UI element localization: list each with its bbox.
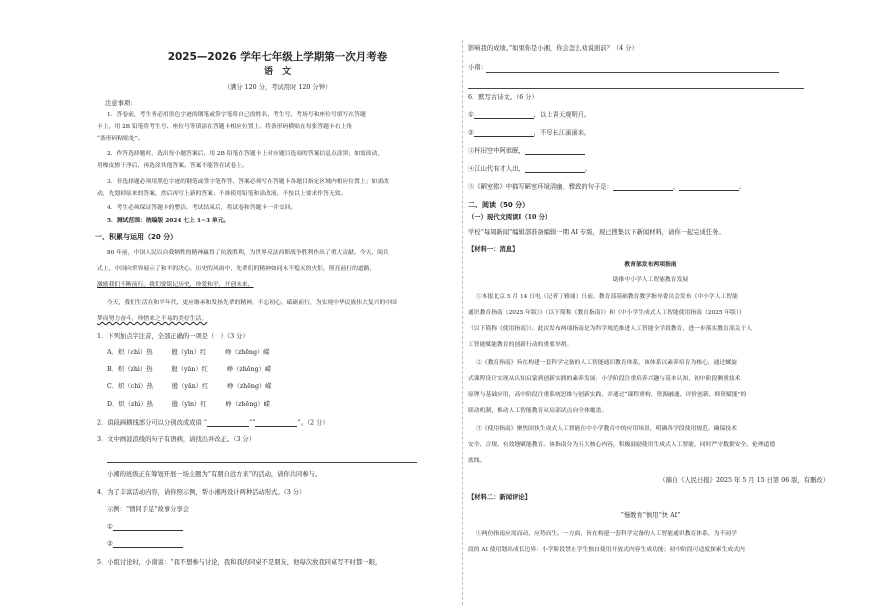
- notice-line: 2．作答选择题时，选出每小题答案后，用 2B 铅笔在答题卡上对应题目选项的答案信息点涂黑；如需改动，: [107, 151, 384, 157]
- material-2-line: ①两份指南应需而动、应势而生。一方面，旨在构建一套科学完备的人工智能通识教育体系，为不同学: [476, 531, 737, 537]
- material-1-line: 工智能赋能教育的创新行动的重要举措。: [468, 342, 573, 348]
- notice-line: “条形码粘贴处”。: [97, 136, 144, 142]
- q1-option-b: B．炽（zhì）热 殷（yān）红 峥（zhēng）嵘: [107, 366, 272, 373]
- notice-line: 5．测试范围：统编版 2024 七上 1~3 单元。: [107, 218, 230, 224]
- q4-blank-2[interactable]: [113, 541, 183, 548]
- q6-blank-3[interactable]: [525, 148, 585, 155]
- q6-blank-2[interactable]: [474, 130, 534, 137]
- material-1-line: ①本报北京 5 月 14 日电（记者丁雅诵）日前，教育部基础教育教学指导委员会发布《中小学人工智能: [476, 294, 738, 300]
- question-2-tail: 。（2 分）: [300, 419, 329, 427]
- question-6: 6．默写古诗文。（6 分）: [468, 94, 538, 101]
- material-1-label: 【材料一：消息】: [468, 246, 519, 253]
- question-2-text: 2．语段画横线部分可以分别改成成语: [97, 419, 202, 427]
- subsection-1: （一）现代文阅读Ⅰ（10 分）: [468, 214, 552, 221]
- passage-line: 梦而努力奋斗，珍惜来之不易的美好生活。: [97, 316, 208, 322]
- material-1-line: （以下简称《使用指南》）。此次发布两项指南是为科学规范推进人工智能全学段教育，进一步落实教育部关于人: [468, 326, 753, 332]
- exam-title: 2025—2026 学年七年级上学期第一次月考卷: [167, 51, 388, 63]
- q4-answer-1[interactable]: ①: [107, 524, 183, 531]
- q6-line-2: ② ，不尽长江滚滚来。: [468, 129, 591, 137]
- activity-intro: 小湘的班级正在筹划开展一场主题为“有朋自远方来”的活动，请你共同参与。: [107, 471, 322, 478]
- material-1-line: ③《使用指南》聚焦固执生成式人工智能在中小学教育中的应用场景，明确各学段使用规范，确保技术: [476, 426, 737, 432]
- question-5: 5．小组讨论时，小南说：“我不想参与讨论，我和我的同桌不是朋友，他每次放我同桌写不时都一眼，: [97, 559, 382, 566]
- material-2-label: 【材料二：新闻评论】: [468, 494, 531, 501]
- material-1-source: （摘自《人民日报》2025 年 5 月 15 日第 06 版，有删改）: [659, 477, 829, 484]
- score-note: （满分 120 分，考试用时 120 分钟）: [223, 84, 332, 91]
- notice-line: 3．非选择题必须用黑色字迹的钢笔或签字笔作答，答案必须写在答题卡各题目指定区域内相应位置上；如需改: [107, 179, 389, 185]
- q6-blank-5a[interactable]: [613, 184, 673, 191]
- notice-line: 1．答卷前，考生务必用黑色字迹的钢笔或签字笔将自己的姓名、考生号、考场号和座位号填写在答题: [107, 112, 366, 118]
- q6-line-4: ④江山代有才人出， 。: [468, 165, 591, 173]
- material-1-line: 联动机制，推动人工智能教育从局部试点向全体覆盖。: [468, 408, 608, 414]
- q4-answer-2[interactable]: ②: [107, 541, 183, 548]
- q1-option-a: A．炽（chì）热 殷（yīn）红 峥（zhēng）嵘: [107, 349, 270, 356]
- material-2-line: 段的 AI 使用划出成长边界：小学阶段禁止学生独自使用开放式内容生成功能；初中阶段可适度探索生成式内: [468, 547, 745, 553]
- q5-answer-line-1[interactable]: [486, 72, 779, 73]
- material-2-title: “慢教育”慎用“快 AI”: [620, 512, 681, 519]
- material-1-line: 原理与基础应用，高中阶段注重系统思维与创新实践，并通过“课程重构、资源融通、评价创新、师资赋能”的: [468, 392, 747, 398]
- reading-intro: 学校“每周新闻”编辑部准备编辑一期 AI 专版，现已搜集以下新闻材料，请你一起完成任务。: [468, 229, 725, 236]
- material-1-subtitle: 助推中小学人工智能教育发展: [612, 277, 689, 283]
- q2-blank-1[interactable]: [207, 420, 249, 427]
- material-1-title: 教育部发布两项指南: [624, 262, 677, 268]
- right-column: [468, 0, 833, 615]
- section2-heading: 二、阅读（50 分）: [468, 201, 530, 209]
- material-1-line: ②《教育指南》旨在构建一套科学完备的人工智能通识教育体系，该体系以素养培育为核心，通过螺旋: [476, 360, 737, 366]
- left-column: [95, 0, 460, 615]
- material-1-line: 通识教育指南（2025 年版）》（以下简称《教育指南》）和《中小学生成式人工智能使用指南（2025 年版）》: [468, 310, 745, 316]
- q4-blank-1[interactable]: [113, 524, 183, 531]
- question-4: 4．为了丰富活动内容，请你照示例，帮小湘再设计两种活动形式。（3 分）: [97, 489, 306, 496]
- q6-blank-4[interactable]: [525, 166, 585, 173]
- section1-heading: 一、积累与运用（20 分）: [95, 233, 178, 241]
- q5-answer-line-2[interactable]: [468, 88, 804, 89]
- notice-line: 动，先划掉原来的答案，然后再写上新的答案；不准使用铅笔和涂改液。不按以上要求作答无效。: [97, 191, 347, 197]
- passage-line: 激励我们不断前行。我们要铭记历史，珍爱和平，开创未来。: [97, 282, 254, 288]
- q6-blank-5b[interactable]: [679, 184, 739, 191]
- subject-title: 语 文: [263, 67, 291, 77]
- material-1-line: 安全、合规、有效地赋能教育。该指南分为五大核心内容，积极鼓励使用生成式人工智能，同时严守数据安全、伦理道德: [468, 442, 776, 448]
- q4-example: 示例：“情同手足”故事分享会: [107, 506, 190, 513]
- q6-blank-1[interactable]: [474, 112, 534, 119]
- q1-option-c: C．炽（chì）热 殷（yān）红 峥（zhēng）嵘: [107, 383, 272, 390]
- q2-blank-2[interactable]: [255, 420, 297, 427]
- passage-line: 式上，中国向世界展示了和平的决心。历史的风雨中，先辈们的精神如同永不熄灭的火炬，照亮前行的道路，: [97, 266, 376, 272]
- passage-line: 80 年前，中国人民以自我牺牲的精神赢得了抗战胜利，为世界反法西斯战争胜利作出了重大贡献。今天，阅兵: [107, 250, 389, 256]
- notices-heading: 注意事项：: [105, 100, 137, 107]
- notice-line: 用橡皮擦干净后，再选涂其他答案。答案不能答在试卷上。: [97, 163, 248, 169]
- q6-line-5: ⑤《陋室铭》中描写陋室环境清幽、雅致的句子是： ， 。: [468, 183, 746, 191]
- question-1: 1．下列加点字注音，全部正确的一项是（ ）（3 分）: [97, 333, 249, 340]
- question-2: 2．语段画横线部分可以分别改成成语 “ ”“ ”。（2 分）: [97, 419, 329, 427]
- material-1-line: 式课程设计实现从认知启蒙到创新实践的素养发展：小学阶段注重培养兴趣与基本认知，初中阶段侧重技术: [468, 376, 741, 382]
- passage-line: 今天，我们生活在和平年代，更应继承和发扬先辈的精神，不忘初心，砥砺前行，为实现中华民族伟大复兴的中国: [107, 300, 397, 306]
- material-1-line: 底线。: [468, 458, 486, 464]
- q1-option-d: D．炽（zhì）热 殷（yīn）红 峥（zhēng）嵘: [107, 401, 270, 408]
- q5-answer-label: 小南：: [468, 64, 487, 71]
- q6-line-3: ③杯旧空中阿谁眠，: [468, 148, 585, 155]
- q6-line-1: ① ，以上青天观明月。: [468, 111, 591, 119]
- q5-continuation: 影响我的成绩。”如果你是小湘，你会怎么劝说面前？（4 分）: [468, 45, 638, 52]
- question-3: 3．文中画波浪线的句子有语病，请找出并改正。（3 分）: [97, 436, 255, 443]
- q3-answer-line[interactable]: [107, 462, 417, 463]
- notice-line: 卡上。用 2B 铅笔将考生号、座位号等填涂在答题卡相应位置上。将条形码横贴在每张答题卡右上角: [97, 124, 353, 130]
- column-divider: [462, 40, 463, 605]
- notice-line: 4．考生必须保证答题卡的整洁。考试结束后，将试卷和答题卡一并交回。: [107, 205, 297, 211]
